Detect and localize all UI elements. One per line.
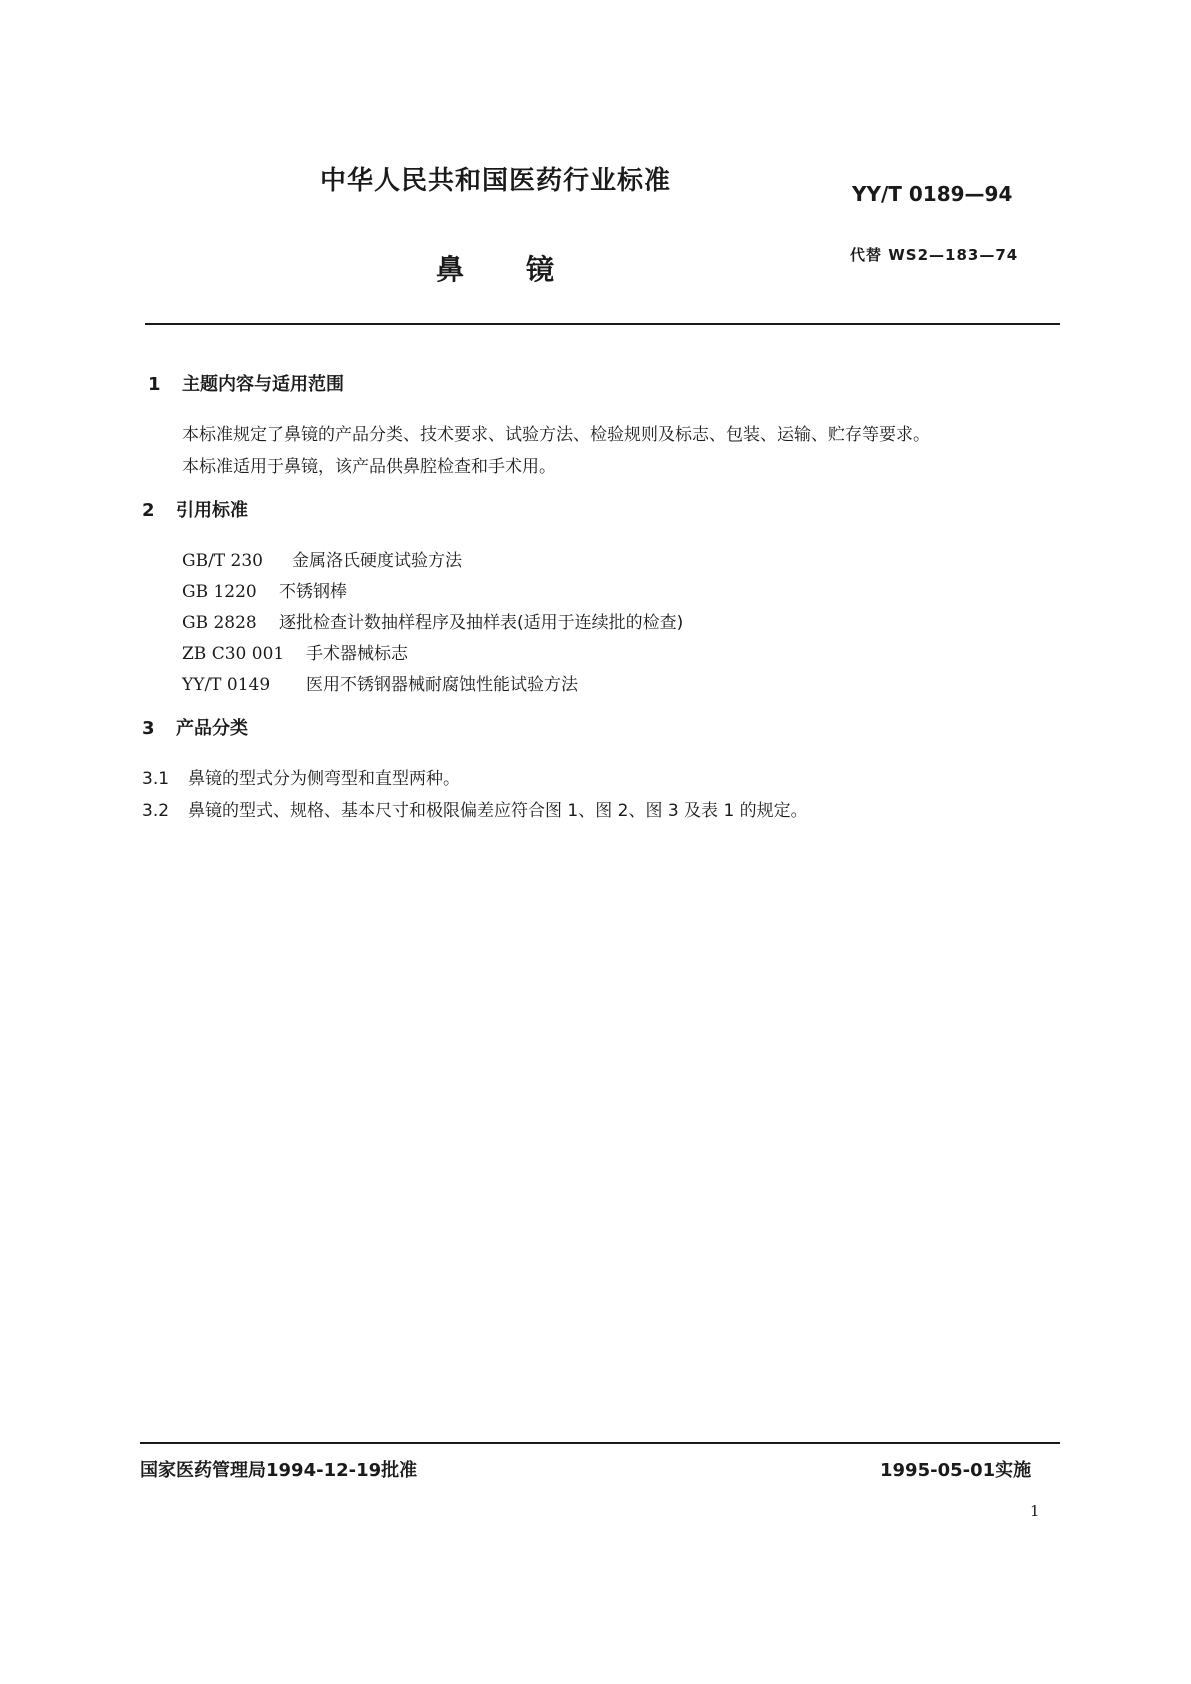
reference-title: 逐批检查计数抽样程序及抽样表(适用于连续批的检查) [279,613,684,633]
reference-item [182,639,408,664]
section-2-heading [142,496,248,522]
section-title: 主题内容与适用范围 [182,374,344,395]
section-number: 2 [142,500,155,521]
reference-title: 不锈钢棒 [279,582,347,602]
footer-divider [140,1442,1060,1444]
reference-item [182,670,578,695]
section-1-paragraph-2: 本标准适用于鼻镜，该产品供鼻腔检查和手术用。 [182,457,556,477]
reference-item [182,608,683,633]
standard-code: YY/T 0189—94 [852,182,1013,206]
header-divider [145,323,1060,325]
replaces-standard: 代替 WS2—183—74 [850,246,1019,264]
section-title: 产品分类 [176,718,248,739]
reference-code: ZB C30 001 [182,644,285,664]
clause-number: 3.2 [142,801,170,821]
clause-text: 鼻镜的型式分为侧弯型和直型两种。 [188,769,460,789]
reference-title: 手术器械标志 [306,644,408,664]
reference-code: GB 1220 [182,582,257,602]
approval-date: 国家医药管理局1994-12-19批准 [140,1460,418,1481]
section-1-heading [148,370,344,396]
reference-code: GB 2828 [182,613,257,633]
reference-code: GB/T 230 [182,551,263,571]
standard-category-title: 中华人民共和国医药行业标准 [320,166,672,196]
clause-text: 鼻镜的型式、规格、基本尺寸和极限偏差应符合图 1、图 2、图 3 及表 1 的规定。 [188,801,808,821]
reference-item [182,577,347,602]
section-1-paragraph-1: 本标准规定了鼻镜的产品分类、技术要求、试验方法、检验规则及标志、包装、运输、贮存等要求。 [182,425,930,445]
implementation-date: 1995-05-01实施 [880,1460,1032,1481]
section-3-heading [142,714,248,740]
clause-item [142,796,808,821]
page-number: 1 [1030,1502,1040,1520]
reference-title: 医用不锈钢器械耐腐蚀性能试验方法 [306,675,578,695]
document-title: 鼻镜 [436,253,617,286]
clause-item [142,764,460,789]
section-number: 3 [142,718,155,739]
section-number: 1 [148,374,161,395]
clause-number: 3.1 [142,769,170,789]
reference-code: YY/T 0149 [182,675,271,695]
reference-item [182,546,462,571]
reference-title: 金属洛氏硬度试验方法 [292,551,462,571]
section-title: 引用标准 [176,500,248,521]
